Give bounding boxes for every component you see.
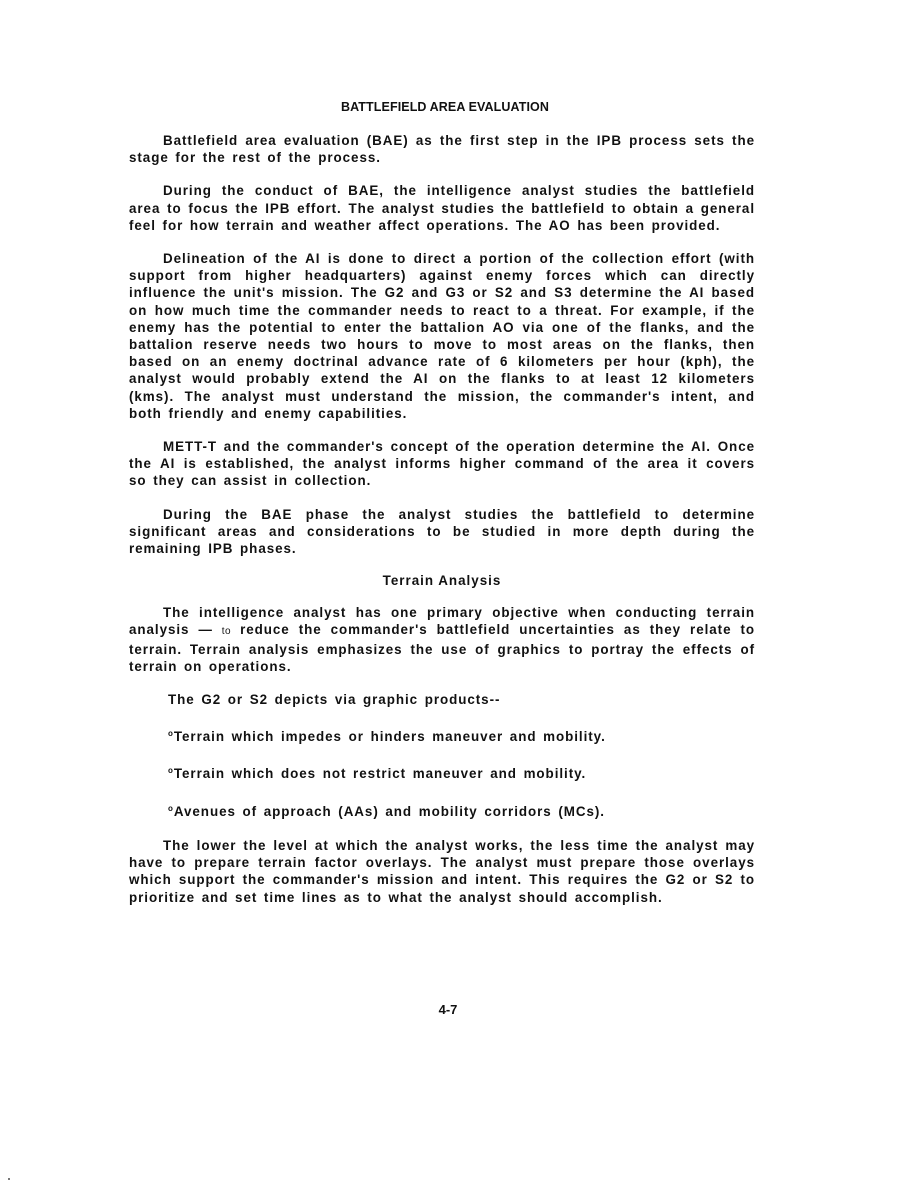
terrain-text-end: reduce the commander's battlefield uncertainties as they relate to terrain. Terrain analysis emphasizes the use of graphics to portray the effects of terrain on operations. <box>129 622 755 674</box>
paragraph-bae-intro: Battlefield area evaluation (BAE) as the first step in the IPB process sets the stage for the rest of the process. <box>129 133 755 166</box>
paragraph-terrain-objective <box>129 604 755 675</box>
bullet-circle-icon: o <box>168 766 173 776</box>
paragraph-mett-t: METT-T and the commander's concept of the operation determine the AI. Once the AI is established, the analyst informs higher command of the area it covers so they can assist in collection. <box>129 439 755 489</box>
bullet-circle-icon: o <box>168 729 173 739</box>
page-number: 4-7 <box>438 1002 458 1017</box>
terrain-text-start: The intelligence analyst has one primary objective when conducting terrain analysis — <box>129 605 755 638</box>
bullet-circle-icon: o <box>168 803 173 813</box>
page-title: BATTLEFIELD AREA EVALUATION <box>340 100 549 114</box>
section-heading-terrain-analysis: Terrain Analysis <box>382 573 502 589</box>
graphic-products-lead-in: The G2 or S2 depicts via graphic products-- <box>168 692 501 708</box>
document-page <box>129 100 755 922</box>
list-item <box>168 725 755 745</box>
terrain-text-small: to <box>221 626 232 638</box>
list-item-text: Terrain which does not restrict maneuver and mobility. <box>173 766 587 782</box>
list-item <box>168 762 755 782</box>
paragraph-bae-conduct: During the conduct of BAE, the intelligence analyst studies the battlefield area to focus the IPB effort. The analyst studies the battlefield to obtain a general feel for how terrain and weather affect operations. The AO has been provided. <box>129 183 755 233</box>
list-item-text: Terrain which impedes or hinders maneuver and mobility. <box>173 729 606 745</box>
list-item <box>168 800 755 820</box>
paragraph-ai-delineation: Delineation of the AI is done to direct a portion of the collection effort (with support from higher headquarters) against enemy forces which can directly influence the unit's mission. The G2 and G3 or S2 and S3 determine the AI based on how much time the commander needs to react to a threat. For example, if the enemy has the potential to enter the battalion AO via one of the flanks, and the battalion reserve needs two hours to move to most areas on the flanks, then based on an enemy doctrinal advance rate of 6 kilometers per hour (kph), the analyst would probably extend the AI on the flanks to at least 12 kilometers (kms). The analyst must understand the mission, the commander's intent, and both friendly and enemy capabilities. <box>129 251 755 421</box>
paragraph-bae-phase: During the BAE phase the analyst studies the battlefield to determine significant areas and considerations to be studied in more depth during the remaining IPB phases. <box>129 506 755 557</box>
scan-speck <box>8 1178 10 1180</box>
list-item-text: Avenues of approach (AAs) and mobility corridors (MCs). <box>173 803 605 819</box>
paragraph-closing: The lower the level at which the analyst works, the less time the analyst may have to prepare terrain factor overlays. The analyst must prepare those overlays which support the commander's mission and intent. This requires the G2 or S2 to prioritize and set time lines as to what the analyst should accomplish. <box>129 837 755 905</box>
